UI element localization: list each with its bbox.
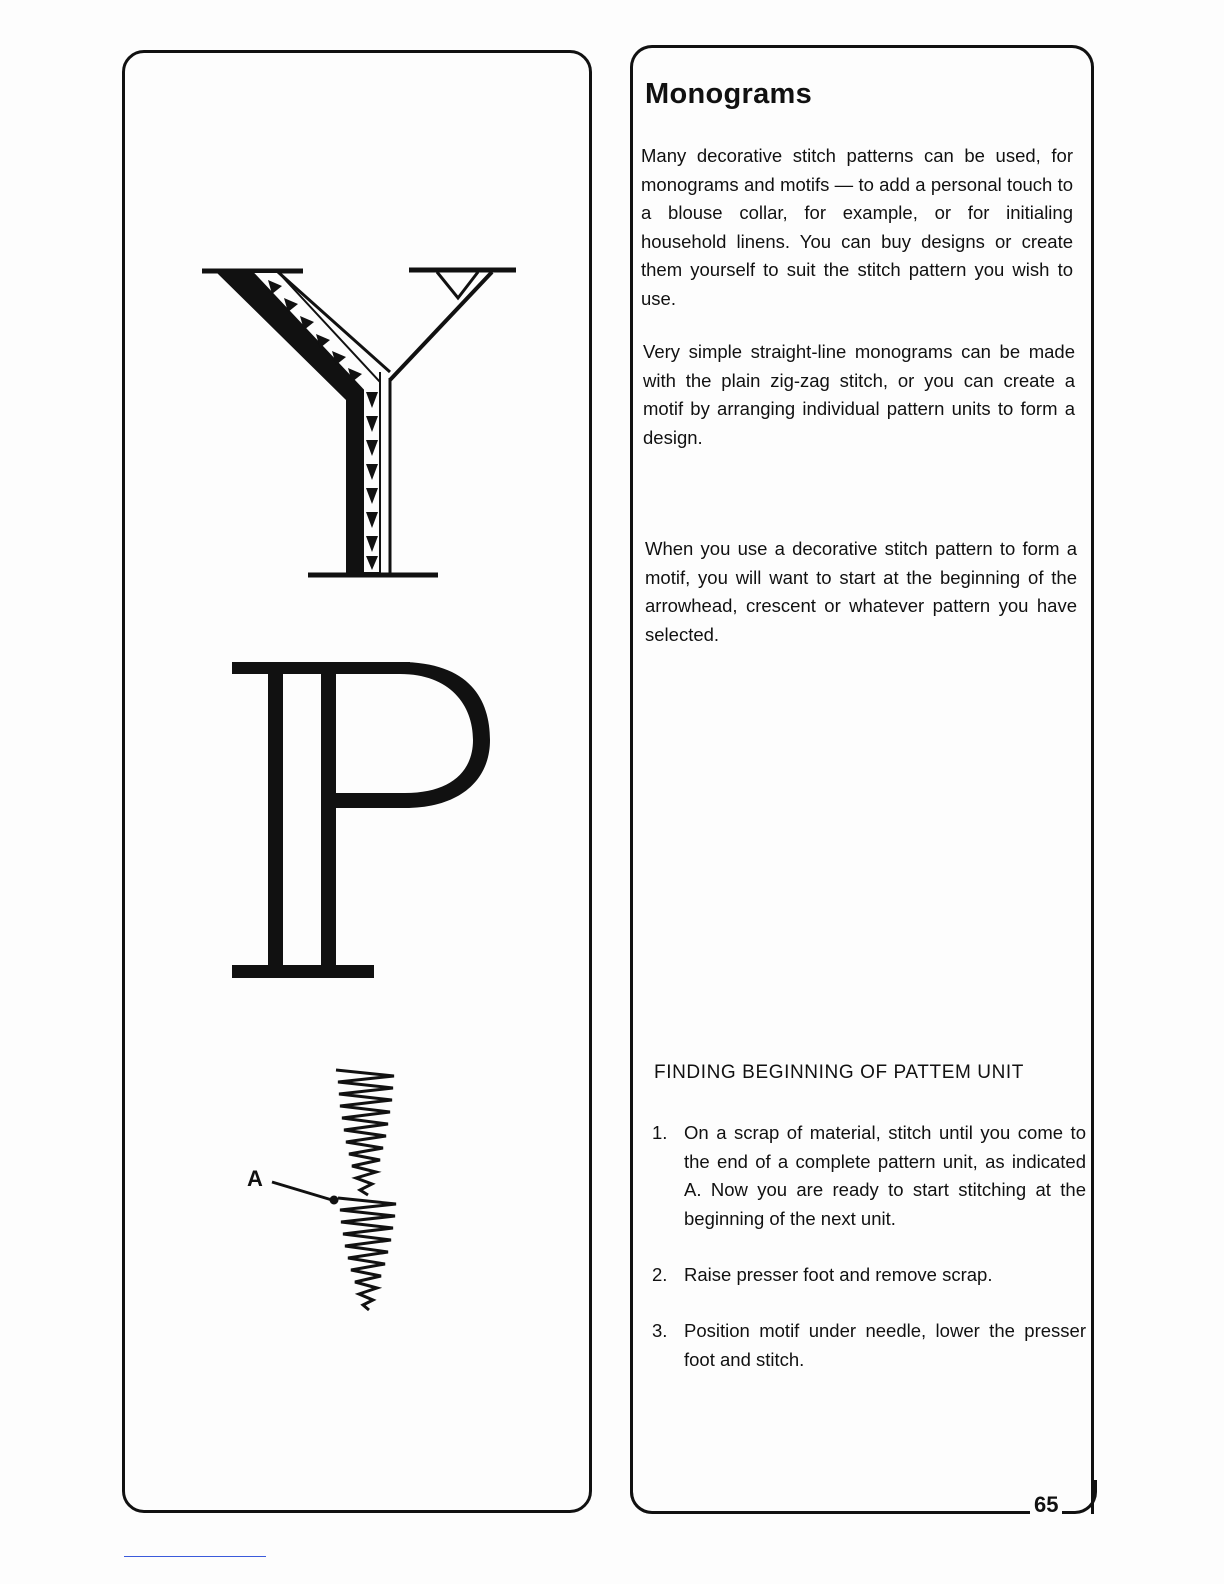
step-item: [652, 1261, 1086, 1290]
step-number: 3.: [652, 1320, 668, 1341]
crescent-stitch-figure: [272, 1070, 396, 1310]
step-item: [652, 1317, 1086, 1374]
step-text: Position motif under needle, lower the presser foot and stitch.: [684, 1320, 1086, 1370]
step-number: 1.: [652, 1122, 668, 1143]
page-number: 65: [1030, 1494, 1062, 1516]
section-subheading: FINDING BEGINNING OF PATTEM UNIT: [654, 1062, 1024, 1083]
label-a: A: [247, 1166, 263, 1191]
panel-bottom-rule: [630, 1480, 1030, 1514]
step-item: [652, 1119, 1086, 1233]
paragraph-straight-line: Very simple straight-line monograms can be made with the plain zig-zag stitch, or you can create a motif by arranging individual pattern units to form a design.: [643, 341, 1075, 448]
footer-link-underline[interactable]: [124, 1556, 266, 1557]
letter-y-figure: [202, 270, 516, 575]
paragraph-decorative: When you use a decorative stitch pattern to form a motif, you will want to start at the beginning of the arrowhead, crescent or whatever pattern you have selected.: [645, 538, 1077, 645]
step-text: Raise presser foot and remove scrap.: [684, 1264, 993, 1285]
step-text: On a scrap of material, stitch until you come to the end of a complete pattern unit, as indicated A. Now you are ready to start stitching at the beginning of the next unit.: [684, 1122, 1086, 1229]
page-title: Monograms: [645, 78, 813, 110]
paragraph-intro: Many decorative stitch patterns can be used, for monograms and motifs — to add a personal touch to a blouse collar, for example, or for initialing household linens. You can buy designs or create them yourself to suit the stitch pattern you wish to use.: [641, 145, 1073, 309]
step-number: 2.: [652, 1264, 668, 1285]
letter-p-figure: [232, 662, 490, 978]
